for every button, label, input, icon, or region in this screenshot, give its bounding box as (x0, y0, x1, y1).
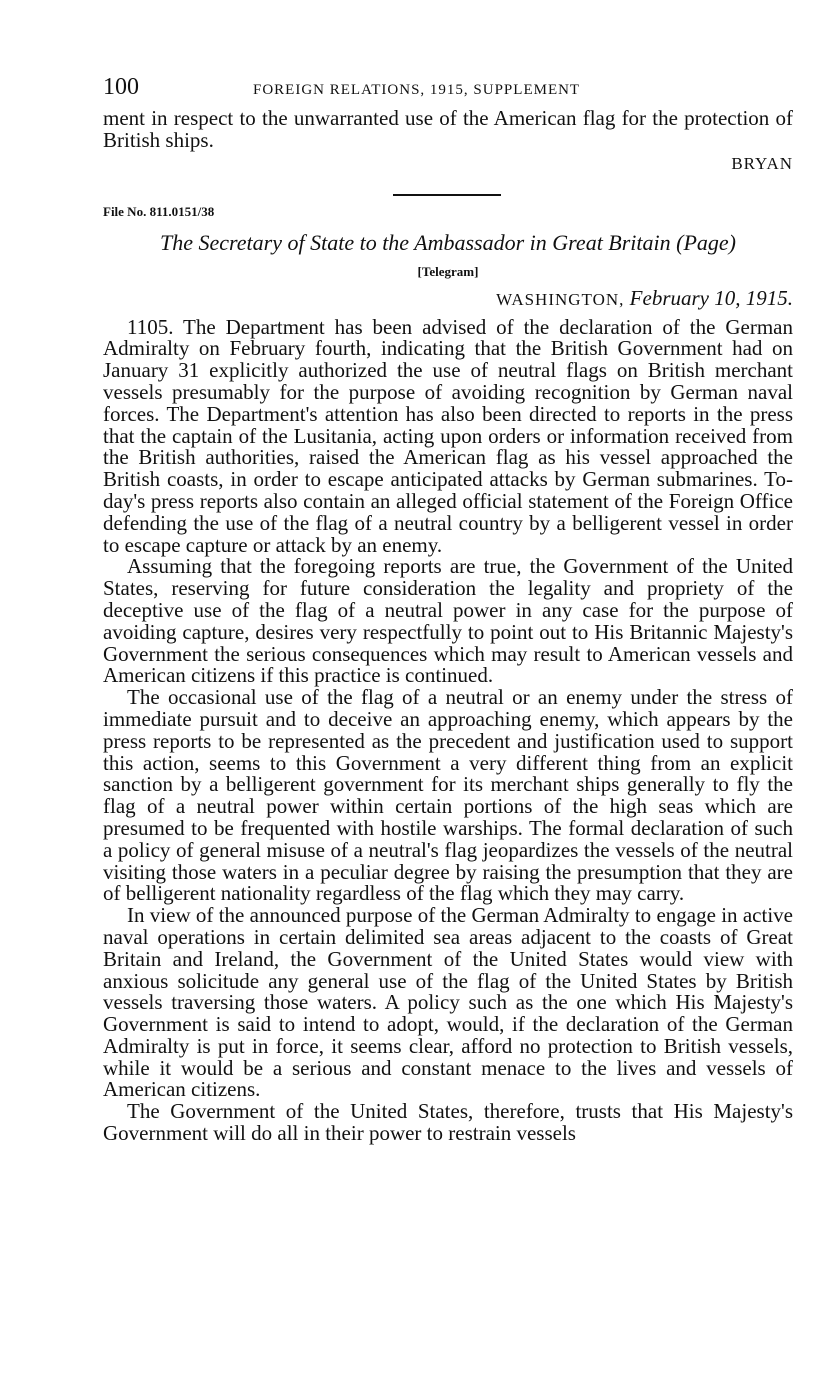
signature: BRYAN (731, 153, 793, 173)
body-paragraph: The occasional use of the flag of a neutral or an enemy under the stress of immediate pursuit and to deceive an approaching enemy, which appears by the press reports to be represented as the precedent and justification used to support this action, seems to this Government a very different thing from an explicit sanction by a belligerent government for its merchant ships generally to fly the flag of a neutral power within certain portions of the high seas which are presumed to be frequented with hostile warships. The formal declaration of such a policy of general misuse of a neutral's flag jeopardizes the vessels of the neutral visiting those waters in a peculiar degree by raising the presumption that they are of belligerent nationality regardless of the flag which they may carry. (103, 685, 793, 906)
dateline-date: February 10, 1915. (629, 285, 793, 310)
document-type: [Telegram] (417, 263, 479, 279)
dateline-place: WASHINGTON, (496, 289, 625, 309)
body-paragraph: 1105. The Department has been advised of the declaration of the German Admiralty on February fourth, indicating that the British Government had on January 31 explicitly authorized the use of neutral flags on British merchant vessels presumably for the purpose of avoiding recognition by German naval forces. The Department's attention has also been directed to reports in the press that the captain of the Lusitania, acting upon orders or information received from the British authorities, raised the American flag as his vessel approached the British coasts, in order to escape anticipated attacks by German submarines. To-day's press reports also contain an alleged official statement of the Foreign Office defending the use of the flag of a neutral country by a belligerent vessel in order to escape capture or attack by an enemy. (103, 314, 793, 557)
continuation-paragraph: ment in respect to the unwarranted use of the American flag for the protection of British ships. (103, 106, 793, 152)
document-page (103, 74, 793, 1145)
page-header (103, 74, 793, 108)
document-title: The Secretary of State to the Ambassador in Great Britain (Page) (160, 229, 736, 255)
body-paragraph: In view of the announced purpose of the German Admiralty to engage in active naval operations in certain delimited sea areas adjacent to the coasts of Great Britain and Ireland, the Government of the United States would view with anxious solicitude any general use of the flag of the United States by British vessels traversing those waters. A policy such as the one which His Majesty's Government is said to intend to adopt, would, if the declaration of the German Admiralty is put in force, it seems clear, afford no protection to British vessels, while it would be a serious and constant menace to the lives and vessels of American citizens. (103, 903, 793, 1102)
dateline (103, 286, 793, 311)
running-head: FOREIGN RELATIONS, 1915, SUPPLEMENT (253, 82, 581, 98)
file-number: File No. 811.0151/38 (103, 203, 215, 219)
body-paragraph: The Government of the United States, therefore, trusts that His Majesty's Government will do all in their power to restrain vessels (103, 1099, 793, 1146)
body-paragraph: Assuming that the foregoing reports are true, the Government of the United States, reserving for future consideration the legality and propriety of the deceptive use of the flag of a neutral power in any case for the purpose of avoiding capture, desires very respectfully to point out to His Britannic Majesty's Government the serious consequences which may result to American vessels and American citizens if this practice is continued. (103, 554, 793, 688)
page-number: 100 (103, 74, 139, 100)
section-divider (393, 194, 501, 196)
telegram-body (103, 314, 793, 1146)
